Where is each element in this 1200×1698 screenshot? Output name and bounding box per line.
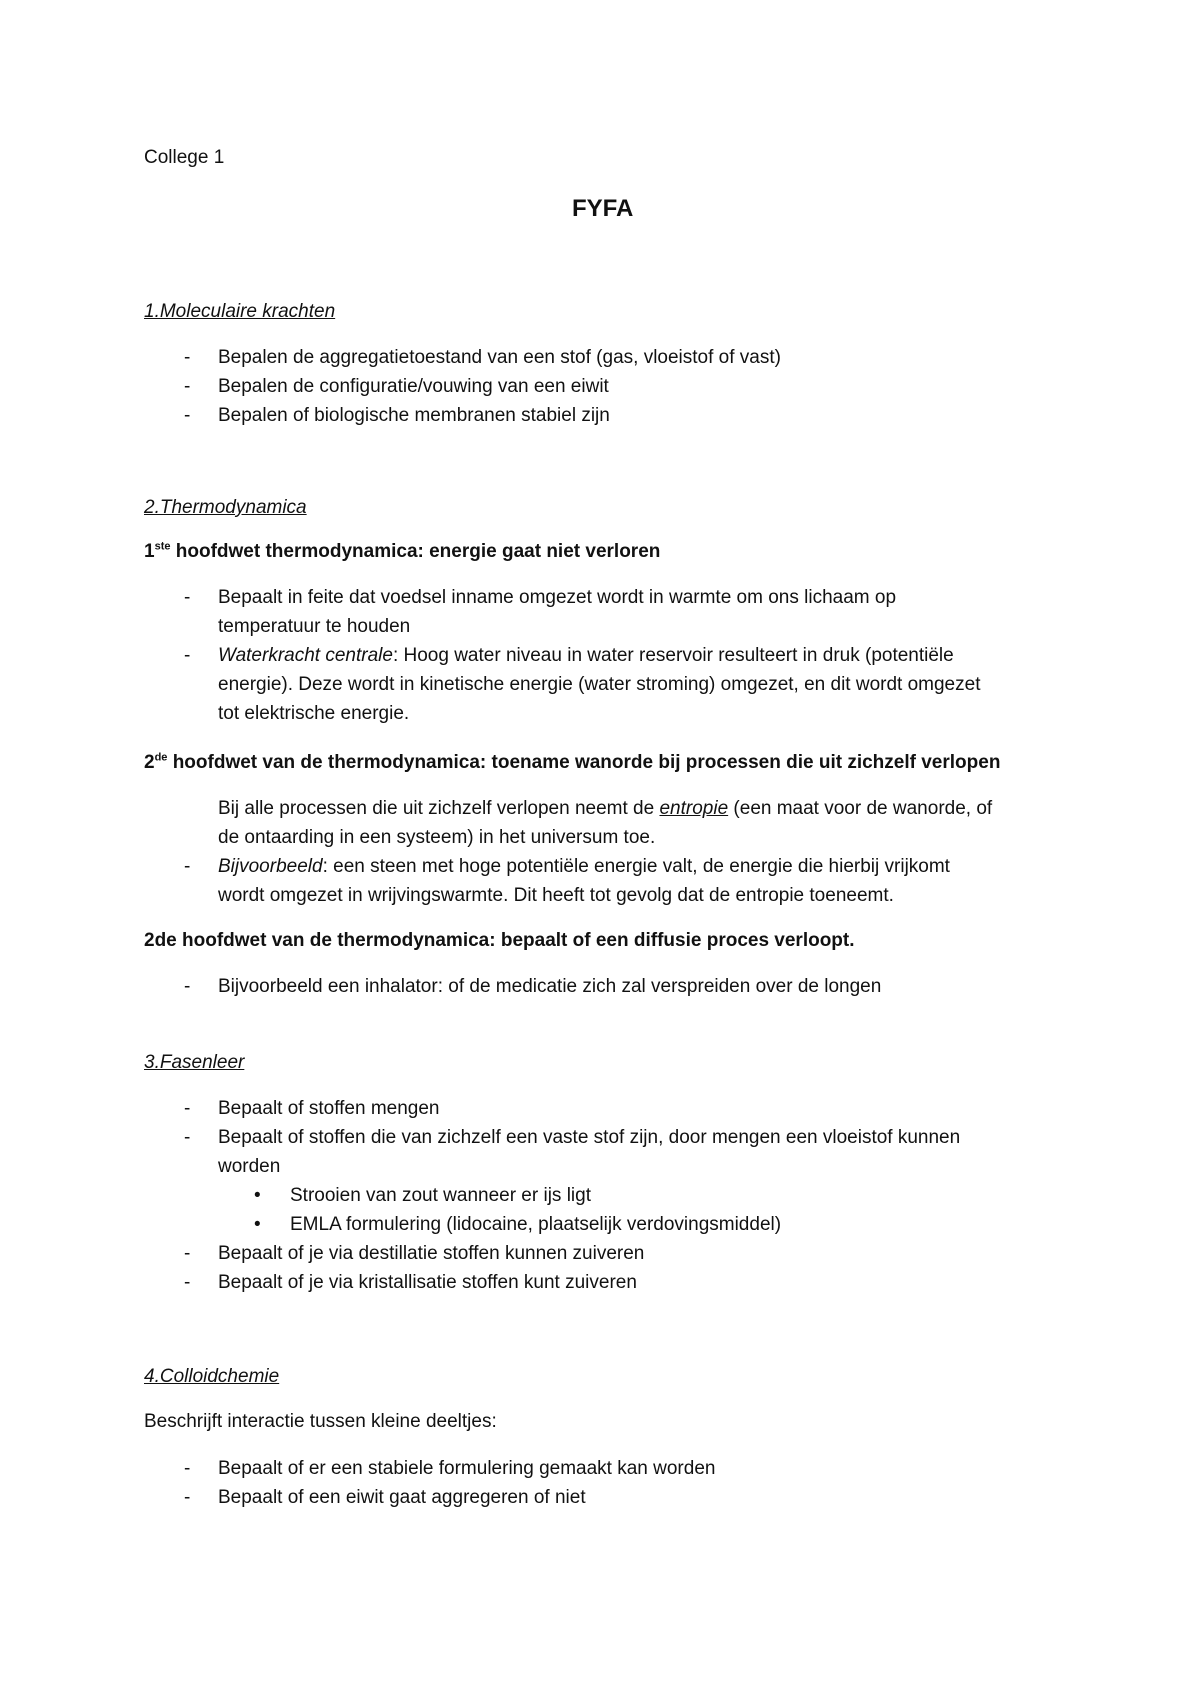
dash-bullet: - [184, 405, 191, 426]
section-heading-colloidchemie: 4.Colloidchemie [144, 1366, 280, 1387]
list-item-text: Bepalen de aggregatietoestand van een stof (gas, vloeistof of vast) [218, 347, 781, 368]
sub-list-item-text: Strooien van zout wanneer er ijs ligt [290, 1185, 591, 1206]
dash-bullet: - [184, 376, 191, 397]
term-italic: Bijvoorbeeld [218, 856, 323, 877]
list-item-text: Bepaalt of er een stabiele formulering gemaakt kan worden [218, 1458, 716, 1479]
dash-bullet: - [184, 1487, 191, 1508]
dash-bullet: - [184, 1098, 191, 1119]
section-intro: Beschrijft interactie tussen kleine deeltjes: [144, 1411, 497, 1432]
page-title: FYFA [572, 195, 634, 222]
paragraph-line [218, 798, 992, 820]
paragraph-text: (een maat voor de wanorde, of [728, 798, 993, 819]
bullet-dot: • [254, 1214, 261, 1235]
paragraph-line: de ontaarding in een systeem) in het universum toe. [218, 827, 656, 848]
dash-bullet: - [184, 587, 191, 608]
list-item-continuation: tot elektrische energie. [218, 703, 410, 724]
section-heading-fasenleer: 3.Fasenleer [144, 1052, 245, 1073]
law-heading-1 [144, 541, 660, 563]
section-heading-thermodynamica: 2.Thermodynamica [144, 497, 307, 518]
law-number: 1 [144, 541, 155, 562]
list-item-text: Bepalen de configuratie/vouwing van een eiwit [218, 376, 609, 397]
list-item-text [218, 856, 950, 878]
dash-bullet: - [184, 1127, 191, 1148]
dash-bullet: - [184, 856, 191, 877]
paragraph-text: Bij alle processen die uit zichzelf verlopen neemt de [218, 798, 660, 819]
list-item-text: Bepaalt of je via destillatie stoffen kunnen zuiveren [218, 1243, 645, 1264]
law-text: hoofdwet thermodynamica: energie gaat niet verloren [170, 541, 661, 562]
law-text: hoofdwet van de thermodynamica: toename wanorde bij processen die uit zichzelf verlopen [167, 752, 1001, 773]
dash-bullet: - [184, 645, 191, 666]
list-item-continuation: energie). Deze wordt in kinetische energie (water stroming) omgezet, en dit wordt omgezet [218, 674, 981, 695]
list-item-text-rest: : Hoog water niveau in water reservoir resulteert in druk (potentiële [392, 645, 954, 666]
list-item-text: Bijvoorbeeld een inhalator: of de medicatie zich zal verspreiden over de longen [218, 976, 882, 997]
law-heading-3: 2de hoofdwet van de thermodynamica: bepaalt of een diffusie proces verloopt. [144, 930, 855, 951]
list-item-text: Bepaalt of stoffen mengen [218, 1098, 440, 1119]
sub-list-item-text: EMLA formulering (lidocaine, plaatselijk verdovingsmiddel) [290, 1214, 782, 1235]
law-heading-2 [144, 752, 1000, 774]
list-item-continuation: temperatuur te houden [218, 616, 411, 637]
list-item-text: Bepaalt of een eiwit gaat aggregeren of niet [218, 1487, 586, 1508]
list-item-continuation: wordt omgezet in wrijvingswarmte. Dit heeft tot gevolg dat de entropie toeneemt. [218, 885, 894, 906]
section-heading-moleculaire-krachten: 1.Moleculaire krachten [144, 301, 336, 322]
law-ordinal: de [154, 751, 168, 764]
list-item-continuation: worden [218, 1156, 281, 1177]
term-entropie: entropie [659, 798, 729, 819]
law-number: 2 [144, 752, 155, 773]
dash-bullet: - [184, 1458, 191, 1479]
list-item-text [218, 645, 954, 667]
dash-bullet: - [184, 976, 191, 997]
dash-bullet: - [184, 1243, 191, 1264]
dash-bullet: - [184, 1272, 191, 1293]
bullet-dot: • [254, 1185, 261, 1206]
term-italic: Waterkracht centrale [218, 645, 393, 666]
dash-bullet: - [184, 347, 191, 368]
college-label: College 1 [144, 147, 225, 168]
law-ordinal: ste [154, 540, 171, 553]
list-item-text: Bepaalt of stoffen die van zichzelf een vaste stof zijn, door mengen een vloeistof kunnen [218, 1127, 961, 1148]
list-item-text: Bepaalt in feite dat voedsel inname omgezet wordt in warmte om ons lichaam op [218, 587, 897, 608]
list-item-text: Bepaalt of je via kristallisatie stoffen kunt zuiveren [218, 1272, 637, 1293]
list-item-text-rest: : een steen met hoge potentiële energie valt, de energie die hierbij vrijkomt [322, 856, 950, 877]
list-item-text: Bepalen of biologische membranen stabiel zijn [218, 405, 610, 426]
